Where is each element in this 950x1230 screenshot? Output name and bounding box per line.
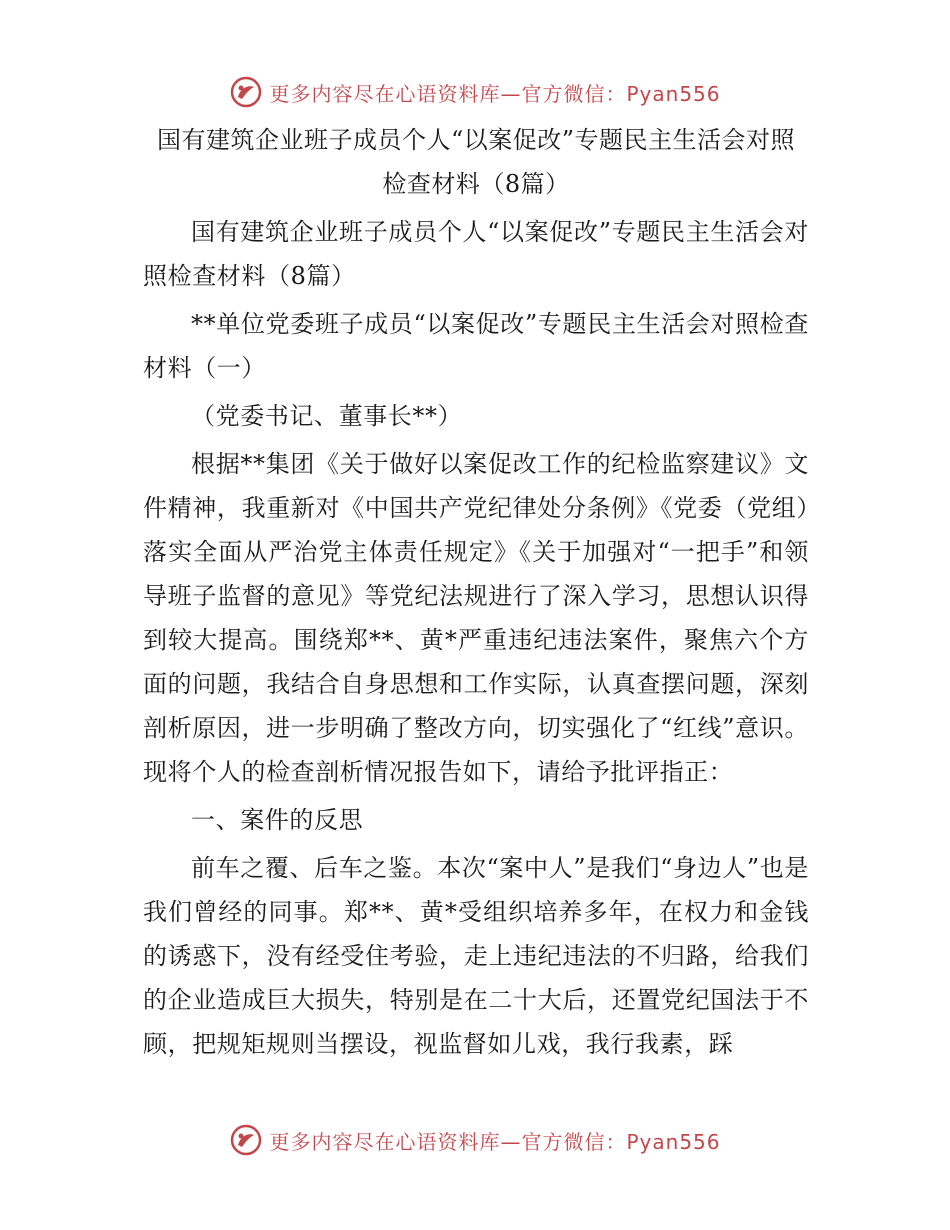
banner-text [269, 1126, 720, 1155]
author-line: （党委书记、董事长**） [191, 402, 463, 430]
document-subtitle: 国有建筑企业班子成员个人“以案促改”专题民主生活会对照检查材料（8篇） [143, 218, 809, 290]
header-watermark-banner [0, 72, 950, 112]
banner-library-name: 更多内容尽在心语资料库 [269, 1129, 501, 1154]
section-title: **单位党委班子成员“以案促改”专题民主生活会对照检查材料（一） [143, 310, 809, 382]
banner-wechat-id: Pyan556 [626, 1129, 721, 1154]
footer-watermark-banner [0, 1120, 950, 1160]
banner-text [269, 78, 720, 107]
reflection-paragraph: 前车之覆、后车之鉴。本次“案中人”是我们“身边人”也是我们曾经的同事。郑**、黄*受组织培养多年，在权力和金钱的诱惑下，没有经受住考验，走上违纪违法的不归路，给我们的企业造成巨大损失，特别是在二十大后，还置党纪国法于不顾，把规矩规则当摆设，视监督如儿戏，我行我素，踩 [143, 854, 809, 1058]
library-logo-icon [229, 75, 263, 109]
banner-separator: — [500, 1129, 522, 1154]
document-title-line-2: 检查材料（8篇） [382, 170, 570, 198]
document-title-line-1: 国有建筑企业班子成员个人“以案促改”专题民主生活会对照 [156, 126, 796, 154]
banner-wechat-label: 官方微信： [521, 1129, 627, 1154]
banner-wechat-label: 官方微信： [521, 81, 627, 106]
banner-wechat-id: Pyan556 [626, 81, 721, 106]
library-logo-icon [229, 1123, 263, 1157]
section-heading-1: 一、案件的反思 [191, 806, 364, 834]
banner-library-name: 更多内容尽在心语资料库 [269, 81, 501, 106]
banner-separator: — [500, 81, 522, 106]
intro-paragraph: 根据**集团《关于做好以案促改工作的纪检监察建议》文件精神，我重新对《中国共产党纪律处分条例》《党委（党组）落实全面从严治党主体责任规定》《关于加强对“一把手”和领导班子监督的意见》等党纪法规进行了深入学习，思想认识得到较大提高。围绕郑**、黄*严重违纪违法案件，聚焦六个方面的问题，我结合自身思想和工作实际，认真查摆问题，深刻剖析原因，进一步明确了整改方向，切实强化了“红线”意识。现将个人的检查剖析情况报告如下，请给予批评指正： [143, 450, 809, 786]
document-body [143, 118, 809, 1066]
